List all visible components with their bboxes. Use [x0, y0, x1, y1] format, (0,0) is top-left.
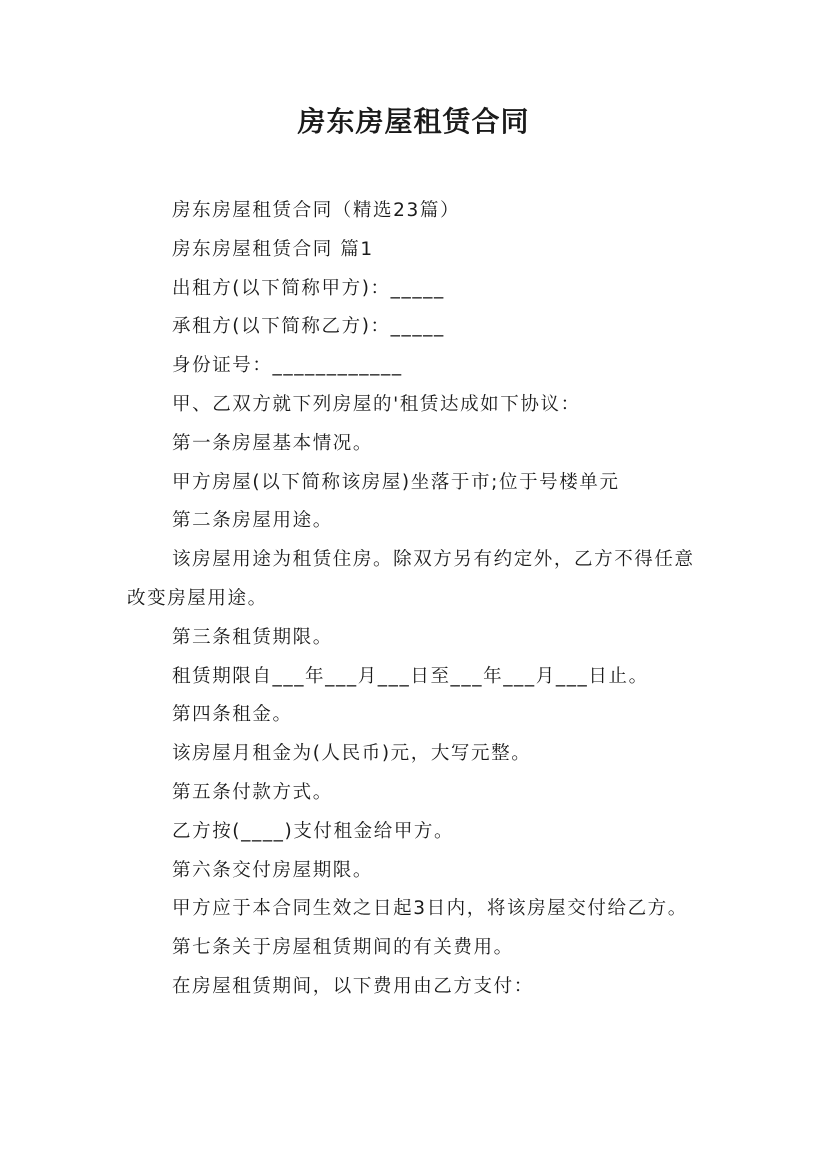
paragraph-lessee: 承租方(以下简称乙方)：_____ [172, 316, 445, 338]
paragraph-clause-5-body: 乙方按(____)支付租金给甲方。 [172, 820, 455, 842]
paragraph-clause-2-heading: 第二条房屋用途。 [172, 510, 333, 532]
paragraph-id-number: 身份证号：____________ [172, 355, 403, 377]
paragraph-clause-6-body: 甲方应于本合同生效之日起3日内，将该房屋交付给乙方。 [172, 898, 688, 920]
paragraph-agreement-intro: 甲、乙双方就下列房屋的'租赁达成如下协议： [172, 393, 581, 415]
paragraph-clause-3-heading: 第三条租赁期限。 [172, 626, 333, 648]
paragraph-article-label: 房东房屋租赁合同 篇1 [172, 238, 374, 260]
paragraph-clause-4-heading: 第四条租金。 [172, 704, 293, 726]
paragraph-clause-2-body: 该房屋用途为租赁住房。除双方另有约定外，乙方不得任意改变房屋用途。 [127, 549, 695, 609]
paragraph-clause-1-heading: 第一条房屋基本情况。 [172, 432, 374, 454]
paragraph-clause-7-heading: 第七条关于房屋租赁期间的有关费用。 [172, 937, 514, 959]
paragraph-clause-6-heading: 第六条交付房屋期限。 [172, 859, 374, 881]
paragraph-clause-3-body: 租赁期限自___年___月___日至___年___月___日止。 [172, 665, 649, 687]
paragraph-clause-1-body: 甲方房屋(以下简称该房屋)坐落于市;位于号楼单元 [172, 471, 620, 493]
paragraph-lessor: 出租方(以下简称甲方)：_____ [172, 277, 445, 299]
paragraph-clause-7-body: 在房屋租赁期间，以下费用由乙方支付： [172, 975, 534, 997]
paragraph-clause-5-heading: 第五条付款方式。 [172, 781, 333, 803]
document-title: 房东房屋租赁合同 [297, 105, 530, 138]
paragraph-contract-heading: 房东房屋租赁合同（精选23篇） [172, 200, 461, 221]
paragraph-clause-4-body: 该房屋月租金为(人民币)元，大写元整。 [172, 743, 532, 765]
document-body [127, 192, 707, 1007]
